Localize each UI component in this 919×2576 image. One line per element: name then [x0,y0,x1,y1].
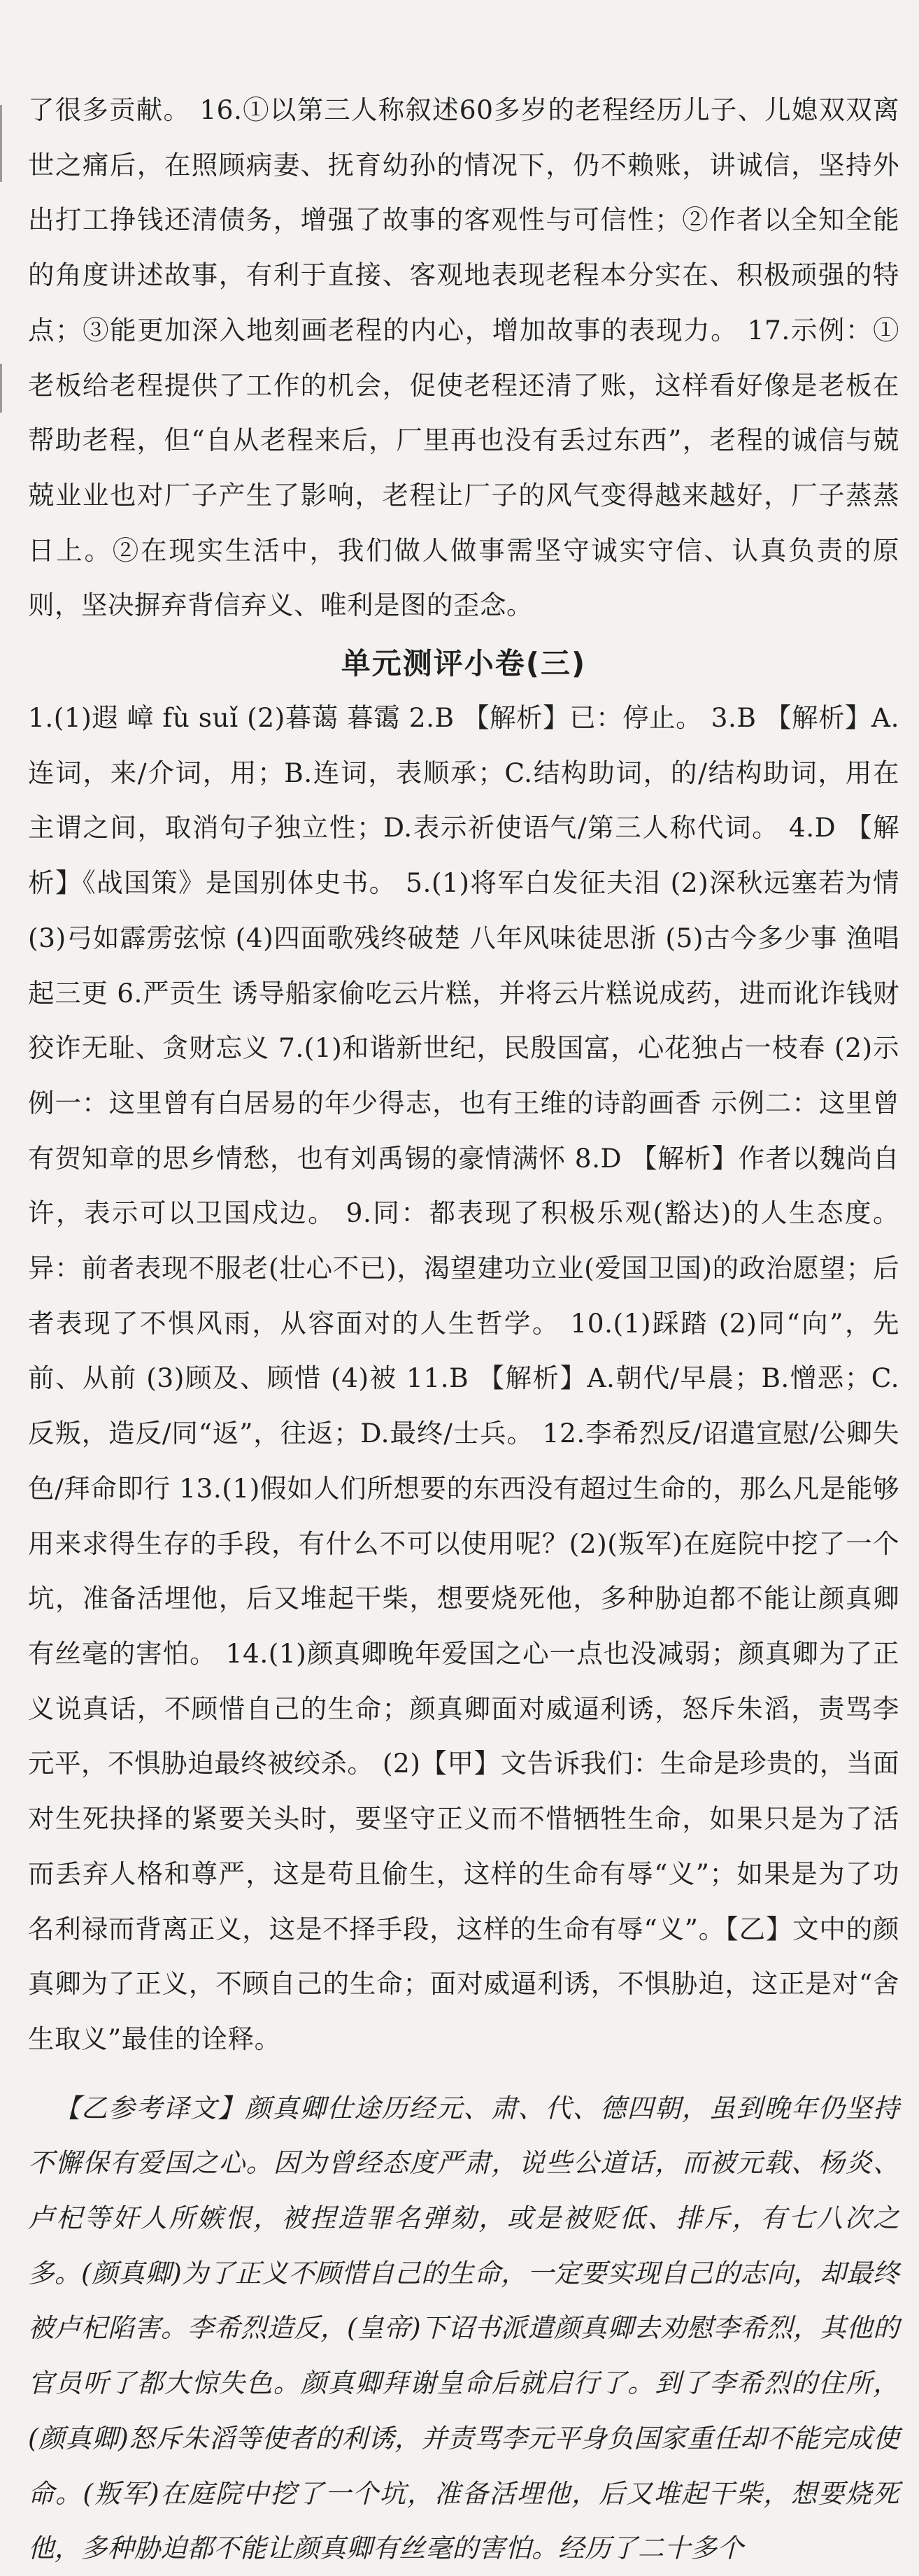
left-edge-shadow [0,364,2,413]
answer-paragraph-main: 1.(1)遐 嶂 fù suǐ (2)暮蔼 暮霭 2.B 【解析】已：停止。 3.B 【解析】A.连词，来/介词，用；B.连词，表顺承；C.结构助词，的/结构助词，用在主谓之间，取消句子独立性；D.表示祈使语气/第三人称代词。 4.D 【解析】《战国策》是国别体史书。 5.(1)将军白发征夫泪 (2)深秋远塞若为情 (3)弓如霹雳弦惊 (4)四面歌残终破楚 八年风味徒思浙 (5)古今多少事 渔唱起三更 6.严贡生 诱导船家偷吃云片糕，并将云片糕说成药，进而讹诈钱财 狡诈无耻、贪财忘义 7.(1)和谐新世纪，民殷国富，心花独占一枝春 (2)示例一：这里曾有白居易的年少得志，也有王维的诗韵画香 示例二：这里曾有贺知章的思乡情愁，也有刘禹锡的豪情满怀 8.D 【解析】作者以魏尚自许，表示可以卫国戍边。 9.同：都表现了积极乐观(豁达)的人生态度。异：前者表现不服老(壮心不已)，渴望建功立业(爱国卫国)的政治愿望；后者表现了不惧风雨，从容面对的人生哲学。 10.(1)踩踏 (2)同“向”，先前、从前 (3)顾及、顾惜 (4)被 11.B 【解析】A.朝代/早晨；B.憎恶；C.反叛，造反/同“返”，往返；D.最终/士兵。 12.李希烈反/诏遣宣慰/公卿失色/拜命即行 13.(1)假如人们所想要的东西没有超过生命的，那么凡是能够用来求得生存的手段，有什么不可以使用呢？(2)(叛军)在庭院中挖了一个坑，准备活埋他，后又堆起干柴，想要烧死他，多种胁迫都不能让颜真卿有丝毫的害怕。 14.(1)颜真卿晚年爱国之心一点也没减弱；颜真卿为了正义说真话，不顾惜自己的生命；颜真卿面对威逼利诱，怒斥朱滔，责骂李元平，不惧胁迫最终被绞杀。 (2)【甲】文告诉我们：生命是珍贵的，当面对生死抉择的紧要关头时，要坚守正义而不惜牺牲生命，如果只是为了活而丢弃人格和尊严，这是苟且偷生，这样的生命有辱“义”；如果是为了功名利禄而背离正义，这是不择手段，这样的生命有辱“义”。【乙】文中的颜真卿为了正义，不顾自己的生命；面对威逼利诱，不惧胁迫，这正是对“舍生取义”最佳的诠释。 [28,702,899,2054]
section-title: 单元测评小卷(三) [341,646,587,681]
answer-paragraph-top: 了很多贡献。 16.①以第三人称叙述60多岁的老程经历儿子、儿媳双双离世之痛后，在照顾病妻、抚育幼孙的情况下，仍不赖账，讲诚信，坚持外出打工挣钱还清债务，增强了故事的客观性与可信性；②作者以全知全能的角度讲述故事，有利于直接、客观地表现老程本分实在、积极顽强的特点；③能更加深入地刻画老程的内心，增加故事的表现力。 17.示例：①老板给老程提供了工作的机会，促使老程还清了账，这样看好像是老板在帮助老程，但“自从老程来后，厂里再也没有丢过东西”，老程的诚信与兢兢业业也对厂子产生了影响，老程让厂子的风气变得越来越好，厂子蒸蒸日上。②在现实生活中，我们做人做事需坚守诚实守信、认真负责的原则，坚决摒弃背信弃义、唯利是图的歪念。 [28,94,899,621]
left-edge-shadow [0,105,2,182]
translation-paragraph: 【乙参考译文】颜真卿仕途历经元、肃、代、德四朝，虽到晚年仍坚持不懈保有爱国之心。因为曾经态度严肃，说些公道话，而被元载、杨炎、卢杞等奸人所嫉恨，被捏造罪名弹劾，或是被贬低、排斥，有七八次之多。(颜真卿)为了正义不顾惜自己的生命，一定要实现自己的志向，却最终被卢杞陷害。李希烈造反，(皇帝)下诏书派遣颜真卿去劝慰李希烈，其他的官员听了都大惊失色。颜真卿拜谢皇命后就启行了。到了李希烈的住所，(颜真卿)怒斥朱滔等使者的利诱，并责骂李元平身负国家重任却不能完成使命。(叛军)在庭院中挖了一个坑，准备活埋他，后又堆起干柴，想要烧死他，多种胁迫都不能让颜真卿有丝毫的害怕。经历了二十多个 [28,2092,899,2564]
